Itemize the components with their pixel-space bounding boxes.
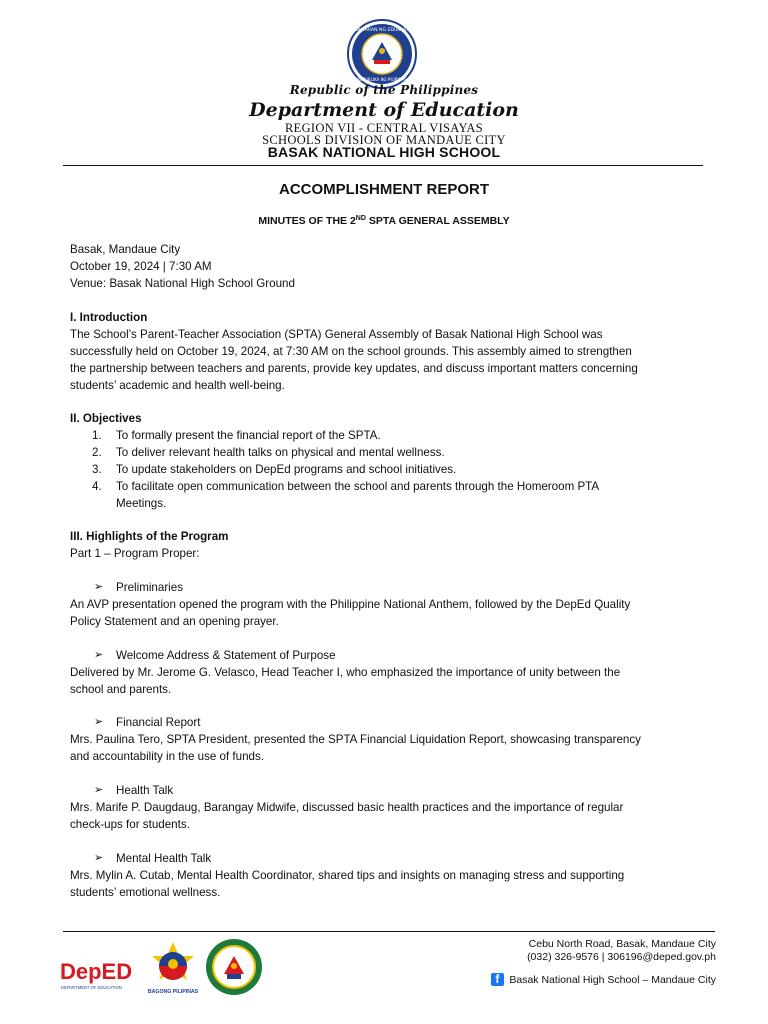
highlight-line: students’ emotional wellness. (70, 886, 221, 899)
introduction-heading: I. Introduction (70, 311, 148, 324)
highlight-line: and accountability in the use of funds. (70, 750, 265, 763)
deped-logo-text: DepED (60, 959, 133, 984)
objective-number: 3. (92, 463, 102, 476)
seal-top-text: KAGAWARAN NG EDUKASYON (348, 28, 416, 33)
intro-line: successfully held on October 19, 2024, at 7:30 AM on the school grounds. This assembly aimed to strengthen (70, 345, 632, 358)
objective-text: To deliver relevant health talks on physical and mental wellness. (116, 446, 445, 459)
highlight-line: An AVP presentation opened the program with the Philippine National Anthem, followed by the DepEd Quality (70, 598, 631, 611)
program-part-label: Part 1 – Program Proper: (70, 547, 200, 560)
highlight-line: Mrs. Paulina Tero, SPTA President, presented the SPTA Financial Liquidation Report, showcasing transparency (70, 733, 641, 746)
deped-seal-logo (346, 18, 418, 90)
highlight-line: Mrs. Mylin A. Cutab, Mental Health Coordinator, shared tips and insights on managing stress and supporting (70, 869, 625, 882)
highlight-title: Welcome Address & Statement of Purpose (116, 649, 336, 662)
intro-line: students’ academic and health well-being. (70, 379, 285, 392)
bullet-arrow-icon: ➢ (94, 852, 104, 864)
header-divider (63, 165, 703, 166)
facebook-page-name: Basak National High School – Mandaue City (509, 973, 716, 986)
division-heading: SCHOOLS DIVISION OF MANDAUE CITY (262, 133, 506, 147)
highlight-title: Mental Health Talk (116, 852, 212, 865)
bagong-pilipinas-logo (144, 940, 202, 996)
intro-line: the partnership between teachers and parents, provide key updates, and discuss important matters concerning (70, 362, 638, 375)
school-heading: BASAK NATIONAL HIGH SCHOOL (267, 144, 501, 160)
deped-logo (60, 953, 135, 993)
footer-address: Cebu North Road, Basak, Mandaue City (528, 938, 716, 950)
highlight-title: Preliminaries (116, 581, 184, 594)
intro-line: The School’s Parent-Teacher Association (SPTA) General Assembly of Basak National High School was (70, 328, 603, 341)
republic-heading: Republic of the Philippines (289, 83, 479, 97)
facebook-link[interactable] (491, 973, 716, 986)
bullet-arrow-icon: ➢ (94, 649, 104, 661)
objective-text: To update stakeholders on DepEd programs and school initiatives. (116, 463, 457, 476)
region-heading: REGION VII - CENTRAL VISAYAS (285, 121, 483, 135)
highlight-line: Policy Statement and an opening prayer. (70, 615, 279, 628)
seal-bottom-text: REPUBLIKA NG PILIPINAS (357, 77, 407, 82)
bagong-pilipinas-text: BAGONG PILIPINAS (147, 989, 199, 995)
department-heading: Department of Education (249, 99, 519, 121)
deped-logo-subtext: DEPARTMENT OF EDUCATION (61, 985, 122, 990)
objective-number: 2. (92, 446, 102, 459)
objective-text-continued: Meetings. (116, 497, 167, 510)
footer-divider (63, 931, 715, 932)
school-seal-logo (205, 938, 263, 996)
bullet-arrow-icon: ➢ (94, 581, 104, 593)
objective-text: To facilitate open communication between the school and parents through the Homeroom PTA (116, 480, 600, 493)
objective-number: 4. (92, 480, 102, 493)
highlight-title: Health Talk (116, 784, 174, 797)
report-subtitle: MINUTES OF THE 2ND SPTA GENERAL ASSEMBLY (258, 215, 510, 227)
highlight-line: check-ups for students. (70, 818, 190, 831)
objective-text: To formally present the financial report of the SPTA. (116, 429, 381, 442)
highlight-line: Delivered by Mr. Jerome G. Velasco, Head Teacher I, who emphasized the importance of unity between the (70, 666, 621, 679)
highlight-title: Financial Report (116, 716, 201, 729)
objective-number: 1. (92, 429, 102, 442)
highlight-line: Mrs. Marife P. Daugdaug, Barangay Midwife, discussed basic health practices and the importance of regular (70, 801, 624, 814)
place-line: Basak, Mandaue City (70, 243, 181, 256)
highlight-line: school and parents. (70, 683, 172, 696)
bullet-arrow-icon: ➢ (94, 716, 104, 728)
facebook-icon (491, 973, 504, 986)
venue-line: Venue: Basak National High School Ground (70, 277, 295, 290)
objectives-heading: II. Objectives (70, 412, 142, 425)
footer-contact: (032) 326-9576 | 306196@deped.gov.ph (527, 951, 716, 963)
datetime-line: October 19, 2024 | 7:30 AM (70, 260, 212, 273)
highlights-heading: III. Highlights of the Program (70, 530, 229, 543)
report-title: ACCOMPLISHMENT REPORT (279, 181, 489, 198)
bullet-arrow-icon: ➢ (94, 784, 104, 796)
